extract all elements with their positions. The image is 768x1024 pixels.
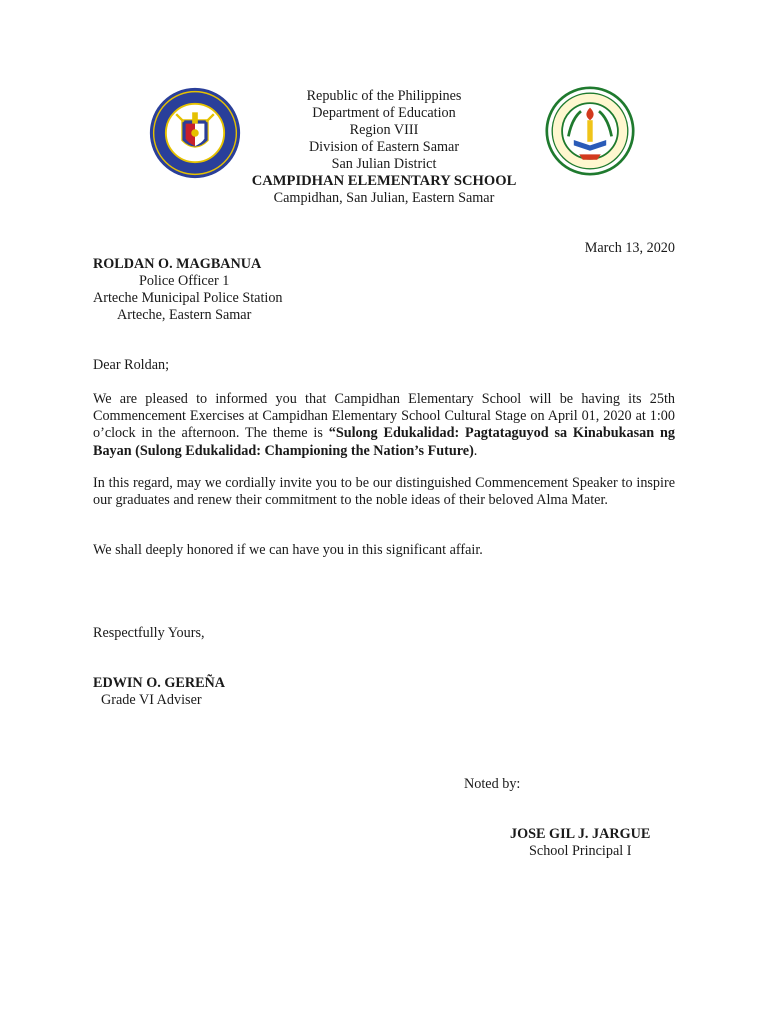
letter-date: March 13, 2020	[584, 240, 675, 256]
recipient-position: Police Officer 1	[139, 273, 230, 289]
letterhead-republic: Republic of the Philippines	[306, 88, 462, 104]
letterhead-district: San Julian District	[331, 156, 437, 172]
letterhead-department: Department of Education	[312, 105, 456, 121]
commencement-theme: “Sulong Edukalidad: Pagtataguyod sa Kinabukasan ng Bayan (Sulong Edukalidad: Championing the Nation’s Future)	[93, 425, 675, 459]
letterhead	[234, 88, 534, 207]
recipient-location: Arteche, Eastern Samar	[117, 307, 252, 323]
closing: Respectfully Yours,	[93, 625, 205, 641]
body-paragraph-3: We shall deeply honored if we can have you in this significant affair.	[93, 542, 483, 558]
body-paragraph-1-end: .	[473, 442, 478, 459]
sender-name: EDWIN O. GEREÑA	[93, 675, 226, 691]
school-name: CAMPIDHAN ELEMENTARY SCHOOL	[251, 173, 517, 189]
school-address: Campidhan, San Julian, Eastern Samar	[273, 190, 495, 206]
principal-title: School Principal I	[529, 843, 632, 859]
school-seal-icon	[545, 86, 635, 176]
body-paragraph-1	[93, 391, 675, 460]
recipient-name: ROLDAN O. MAGBANUA	[93, 256, 262, 272]
sender-title: Grade VI Adviser	[101, 692, 202, 708]
principal-name: JOSE GIL J. JARGUE	[510, 826, 651, 842]
body-paragraph-1-text: We are pleased to informed you that Campidhan Elementary School will be having its 25th Commencement Exercises at Campidhan Elementary School Cultural Stage on April 01, 2020 at 1:00 o’clock in the afternoon. The theme is	[93, 391, 675, 442]
letterhead-region: Region VIII	[349, 122, 419, 138]
letterhead-division: Division of Eastern Samar	[308, 139, 460, 155]
noted-by-label: Noted by:	[464, 776, 521, 792]
recipient-office: Arteche Municipal Police Station	[93, 290, 283, 306]
body-paragraph-2: In this regard, may we cordially invite you to be our distinguished Commencement Speaker to inspire our graduates and renew their commitment to the noble ideas of their beloved Alma Mater.	[93, 475, 675, 509]
deped-seal-icon	[148, 86, 242, 180]
salutation: Dear Roldan;	[93, 357, 170, 373]
